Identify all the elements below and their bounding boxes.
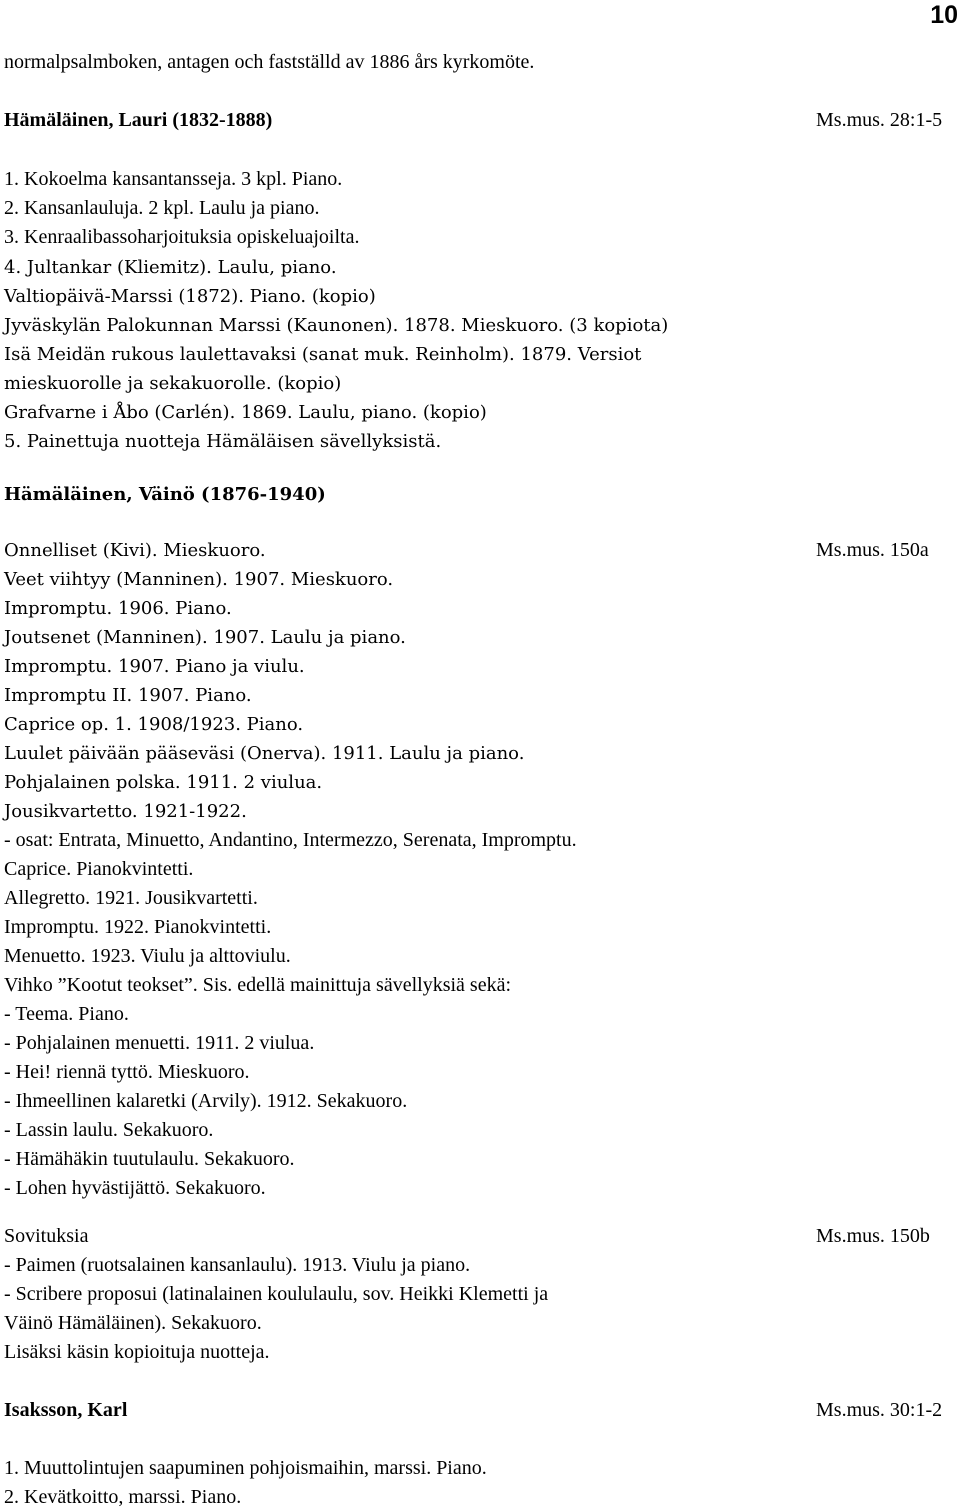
list-item: Caprice. Pianokvintetti. bbox=[4, 858, 194, 880]
section-lauri-heading bbox=[4, 106, 272, 135]
list-item: 1. Kokoelma kansantansseja. 3 kpl. Piano. bbox=[4, 168, 343, 190]
shelfmark-sovituksia: Ms.mus. 150b bbox=[816, 1225, 930, 1247]
list-item: mieskuorolle ja sekakuorolle. (kopio) bbox=[4, 373, 342, 394]
shelfmark-vaino: Ms.mus. 150a bbox=[816, 539, 929, 561]
shelfmark-isaksson: Ms.mus. 30:1-2 bbox=[816, 1399, 943, 1421]
list-item: Isä Meidän rukous laulettavaksi (sanat muk. Reinholm). 1879. Versiot bbox=[4, 344, 642, 365]
list-item: - Pohjalainen menuetti. 1911. 2 viulua. bbox=[4, 1032, 315, 1054]
list-item: Jousikvartetto. 1921-1922. bbox=[4, 801, 247, 822]
list-item: - Ihmeellinen kalaretki (Arvily). 1912. Sekakuoro. bbox=[4, 1090, 408, 1112]
list-item: Vihko ”Kootut teokset”. Sis. edellä mainittuja sävellyksiä sekä: bbox=[4, 974, 512, 996]
list-item: Impromptu. 1922. Pianokvintetti. bbox=[4, 916, 272, 938]
list-item: Pohjalainen polska. 1911. 2 viulua. bbox=[4, 772, 323, 793]
list-item: Grafvarne i Åbo (Carlén). 1869. Laulu, piano. (kopio) bbox=[4, 402, 487, 423]
composer-heading-vaino: Hämäläinen, Väinö (1876-1940) bbox=[4, 484, 326, 505]
intro-line bbox=[4, 48, 534, 77]
list-item: - Hämähäkin tuutulaulu. Sekakuoro. bbox=[4, 1148, 295, 1170]
page-number: 10 bbox=[930, 1, 958, 29]
section-sovituksia bbox=[4, 1222, 548, 1367]
list-item: 1. Muuttolintujen saapuminen pohjoismaihin, marssi. Piano. bbox=[4, 1457, 487, 1479]
list-item: 2. Kevätkoitto, marssi. Piano. bbox=[4, 1486, 242, 1508]
section-lauri-list-b bbox=[4, 253, 668, 456]
list-item: Menuetto. 1923. Viulu ja alttoviulu. bbox=[4, 945, 291, 967]
list-item: Onnelliset (Kivi). Mieskuoro. bbox=[4, 540, 266, 561]
section-vaino-list-a bbox=[4, 536, 524, 826]
list-item: Valtiopäivä-Marssi (1872). Piano. (kopio) bbox=[4, 286, 376, 307]
section-isaksson-list bbox=[4, 1454, 487, 1512]
list-item: 5. Painettuja nuotteja Hämäläisen sävellyksistä. bbox=[4, 431, 442, 452]
list-item: Caprice op. 1. 1908/1923. Piano. bbox=[4, 714, 304, 735]
list-item: Väinö Hämäläinen). Sekakuoro. bbox=[4, 1312, 262, 1334]
section-lauri-list-a bbox=[4, 165, 359, 252]
section-heading-sovituksia: Sovituksia bbox=[4, 1225, 89, 1247]
list-item: - Lohen hyvästijättö. Sekakuoro. bbox=[4, 1177, 266, 1199]
list-item: Impromptu. 1907. Piano ja viulu. bbox=[4, 656, 305, 677]
list-item: 3. Kenraalibassoharjoituksia opiskeluajoilta. bbox=[4, 226, 360, 248]
list-item: - Teema. Piano. bbox=[4, 1003, 129, 1025]
section-isaksson-heading bbox=[4, 1396, 127, 1425]
list-item: Impromptu. 1906. Piano. bbox=[4, 598, 232, 619]
section-vaino-list-b bbox=[4, 826, 577, 1203]
list-item: Veet viihtyy (Manninen). 1907. Mieskuoro. bbox=[4, 569, 394, 590]
list-item: - Hei! riennä tyttö. Mieskuoro. bbox=[4, 1061, 250, 1083]
list-item: Joutsenet (Manninen). 1907. Laulu ja piano. bbox=[4, 627, 406, 648]
list-item: 2. Kansanlauluja. 2 kpl. Laulu ja piano. bbox=[4, 197, 320, 219]
list-item: Jyväskylän Palokunnan Marssi (Kaunonen). 1878. Mieskuoro. (3 kopiota) bbox=[4, 315, 669, 336]
list-item: Luulet päivään pääseväsi (Onerva). 1911. Laulu ja piano. bbox=[4, 743, 525, 764]
composer-heading-isaksson: Isaksson, Karl bbox=[4, 1399, 128, 1421]
section-vaino-heading bbox=[4, 480, 326, 509]
list-item: 4. Jultankar (Kliemitz). Laulu, piano. bbox=[4, 257, 337, 278]
shelfmark-lauri: Ms.mus. 28:1-5 bbox=[816, 109, 943, 131]
list-item: Allegretto. 1921. Jousikvartetti. bbox=[4, 887, 258, 909]
list-item: - Lassin laulu. Sekakuoro. bbox=[4, 1119, 214, 1141]
list-item: - Scribere proposui (latinalainen koululaulu, sov. Heikki Klemetti ja bbox=[4, 1283, 549, 1305]
list-item: Impromptu II. 1907. Piano. bbox=[4, 685, 252, 706]
list-item: - Paimen (ruotsalainen kansanlaulu). 1913. Viulu ja piano. bbox=[4, 1254, 471, 1276]
intro-text: normalpsalmboken, antagen och fastställd av 1886 års kyrkomöte. bbox=[4, 51, 535, 73]
composer-heading-lauri: Hämäläinen, Lauri (1832-1888) bbox=[4, 109, 273, 131]
list-item: Lisäksi käsin kopioituja nuotteja. bbox=[4, 1341, 270, 1363]
list-item: - osat: Entrata, Minuetto, Andantino, Intermezzo, Serenata, Impromptu. bbox=[4, 829, 577, 851]
